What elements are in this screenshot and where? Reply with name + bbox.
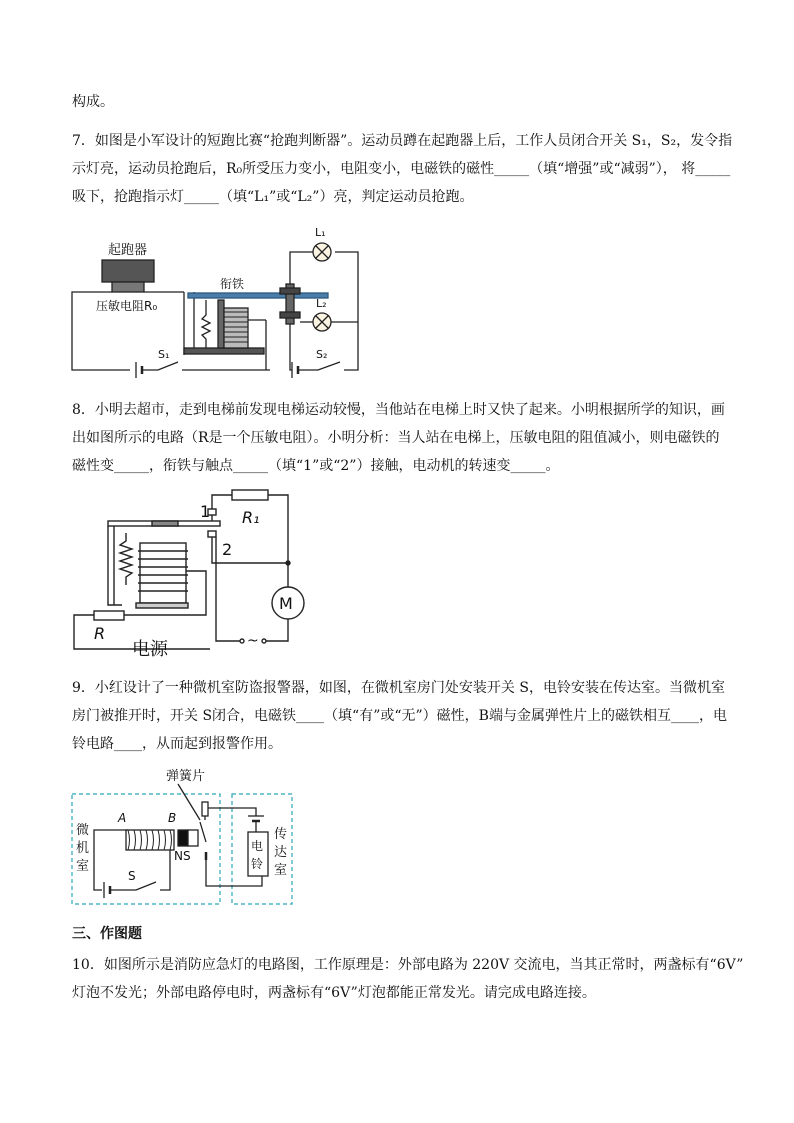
q7-text-line1: 7．如图是小军设计的短跑比赛“抢跑判断器”。运动员蹲在起跑器上后，工作人员闭合开关 S₁，S₂，发令指 — [72, 133, 733, 149]
q9-room-char1: 微 — [76, 823, 90, 838]
q9-bell-char2: 铃 — [251, 857, 264, 871]
q7-armature-label: 衔铁 — [220, 277, 245, 291]
q9-B-label: B — [168, 811, 177, 825]
q7-text-line2: 示灯亮，运动员抢跑后，R₀所受压力变小，电阻变小，电磁铁的磁性_____（填“增强”或“减弱”）， 将_____ — [72, 161, 731, 177]
q7-sensor-label: 压敏电阻R₀ — [96, 299, 158, 313]
q9-text-line2: 房门被推开时，开关 S闭合，电磁铁____（填“有”或“无”）磁性，B端与金属弹性片上的磁铁相互____，电 — [72, 708, 727, 724]
prev-question-tail: 构成。 — [72, 94, 114, 110]
q9-room-char2: 机 — [76, 841, 90, 856]
q7-L1-label: L₁ — [315, 226, 326, 239]
q9-spring-label: 弹簧片 — [166, 769, 206, 784]
q7-S2-label: S₂ — [316, 348, 328, 361]
q8-text-line3: 磁性变_____，衔铁与触点_____（填“1”或“2”）接触，电动机的转速变_____。 — [72, 458, 560, 474]
q10-text-line1: 10．如图所示是消防应急灯的电路图，工作原理是：外部电路为 220V 交流电，当其正常时，两盏标有“6V” — [72, 957, 744, 973]
q9-S-label: S — [128, 869, 136, 883]
q8-text-line2: 出如图所示的电路（R是一个压敏电阻）。小明分析：当人站在电梯上，压敏电阻的阻值减小，则电磁铁的 — [72, 430, 720, 446]
section-heading: 三、作图题 — [72, 926, 142, 942]
q8-ac-symbol: ~ — [247, 633, 259, 649]
q9-guard-char3: 室 — [274, 863, 288, 878]
q8-text-line1: 8．小明去超市，走到电梯前发现电梯运动较慢，当他站在电梯上时又快了起来。小明根据所学的知识，画 — [72, 402, 725, 418]
q7-starter-label: 起跑器 — [108, 243, 148, 258]
q9-text-line3: 铃电路____，从而起到报警作用。 — [72, 736, 282, 752]
q10-text-line2: 灯泡不发光；外部电路停电时，两盏标有“6V”灯泡都能正常发光。请完成电路连接。 — [72, 985, 596, 1001]
q9-A-label: A — [118, 811, 127, 825]
q9-guard-char1: 传 — [274, 827, 288, 842]
q7-circuit-figure — [60, 220, 380, 390]
q8-R1-label: R₁ — [242, 508, 260, 527]
q8-contact-1-label: 1 — [200, 502, 211, 521]
q9-bell-char1: 电 — [251, 839, 264, 853]
q8-R-label: R — [94, 624, 106, 643]
q7-text-line3: 吸下，抢跑指示灯_____（填“L₁”或“L₂”）亮，判定运动员抢跑。 — [72, 189, 474, 205]
q9-NS-label: NS — [174, 849, 191, 863]
q9-guard-char2: 达 — [274, 845, 288, 860]
q9-text-line1: 9．小红设计了一种微机室防盗报警器，如图，在微机室房门处安装开关 S，电铃安装在传达室。当微机室 — [72, 680, 725, 696]
q9-room-char3: 室 — [76, 859, 90, 874]
q8-contact-2-label: 2 — [222, 540, 233, 559]
q8-circuit-figure — [60, 485, 310, 665]
q7-S1-label: S₁ — [158, 348, 170, 361]
q8-power-label: 电源 — [132, 639, 168, 660]
q9-circuit-figure — [66, 764, 306, 910]
q8-motor-label: M — [279, 594, 293, 613]
q7-L2-label: L₂ — [316, 297, 327, 310]
